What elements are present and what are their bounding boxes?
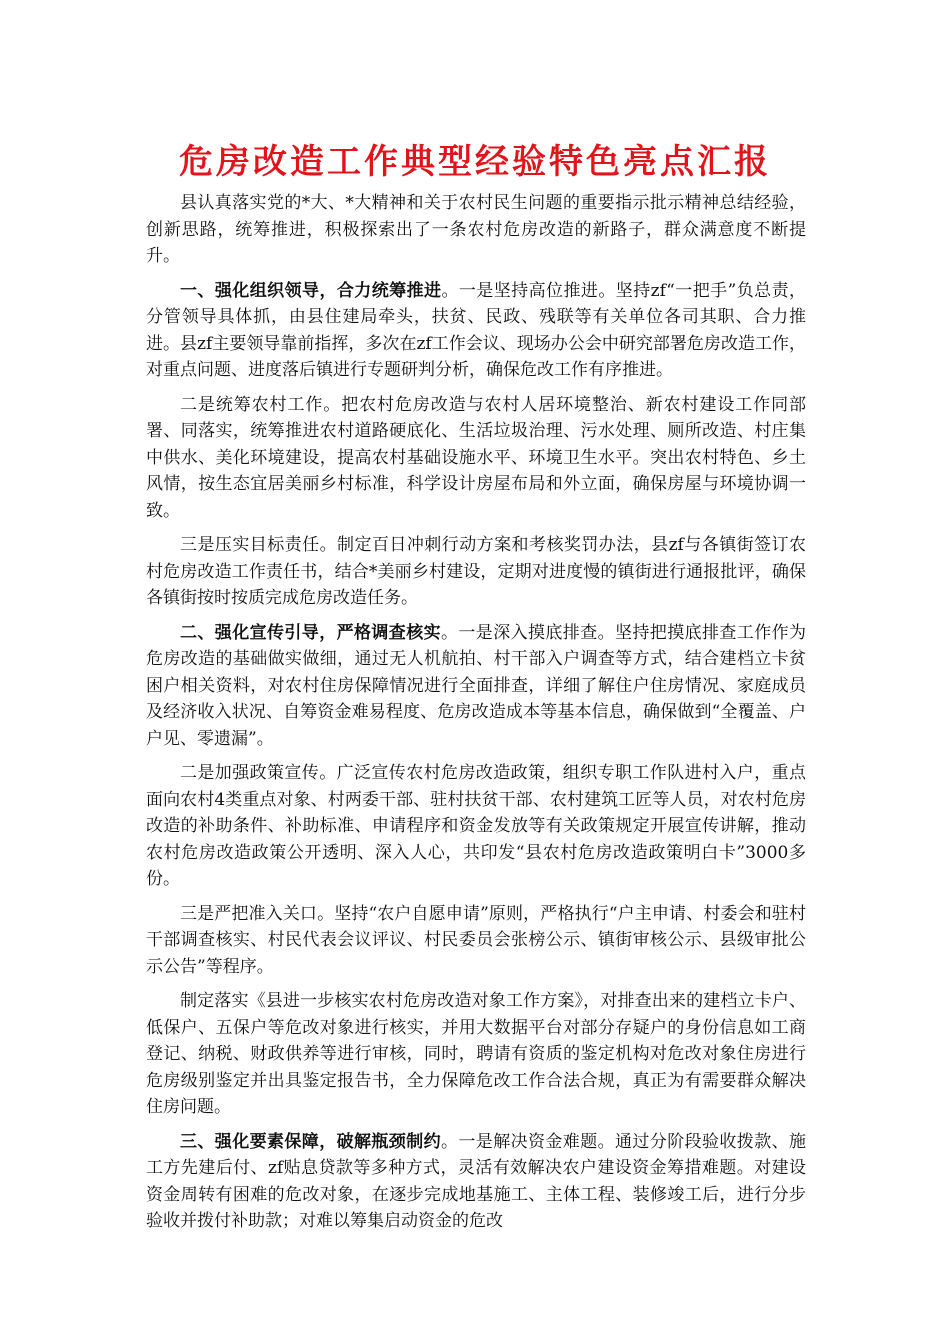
section-heading: 一、强化组织领导，合力统筹推进: [180, 280, 442, 301]
paragraph: [146, 901, 806, 981]
paragraph: [146, 392, 806, 525]
paragraph-text: 制定落实《县进一步核实农村危房改造对象工作方案》，对排查出来的建档立卡户、低保户、五保户等危改对象进行核实，并用大数据平台对部分存疑户的身份信息如工商登记、纳税、财政供养等进行审核，同时，聘请有资质的鉴定机构对危改对象住房进行危房级别鉴定并出具鉴定报告书，全力保障危改工作合法合规，真正为有需要群众解决住房问题。: [146, 991, 806, 1117]
section-heading: 二、强化宣传引导，严格调查核实: [180, 622, 441, 643]
paragraph: [146, 532, 806, 612]
document-title: 危房改造工作典型经验特色亮点汇报: [179, 142, 771, 182]
paragraph-text: 二是加强政策宣传。广泛宣传农村危房改造政策，组织专职工作队进村入户，重点面向农村4类重点对象、村两委干部、驻村扶贫干部、农村建筑工匠等人员，对农村危房改造的补助条件、补助标准、申请程序和资金发放等有关政策规定开展宣传讲解，推动农村危房改造政策公开透明、深入人心，共印发“县农村危房改造政策明白卡”3000多份。: [146, 763, 806, 889]
paragraph: [146, 190, 806, 270]
paragraph-text: 。一是深入摸底排查。坚持把摸底排查工作作为危房改造的基础做实做细，通过无人机航拍、村干部入户调查等方式，结合建档立卡贫困户相关资料，对农村住房保障情况进行全面排查，详细了解住户住房情况、家庭成员及经济收入状况、自筹资金难易程度、危房改造成本等基本信息，确保做到“全覆盖、户户见、零遗漏”。: [146, 622, 806, 749]
section-heading: 三、强化要素保障，破解瓶颈制约: [180, 1131, 441, 1152]
paragraph-text: 三是压实目标责任。制定百日冲刺行动方案和考核奖罚办法，县zf与各镇街签订农村危房改造工作责任书，结合*美丽乡村建设，定期对进度慢的镇街进行通报批评，确保各镇街按时按质完成危房改造任务。: [146, 535, 806, 608]
paragraph: [146, 620, 806, 753]
document-body: [146, 190, 806, 1243]
paragraph-text: 二是统筹农村工作。把农村危房改造与农村人居环境整治、新农村建设工作同部署、同落实，统筹推进农村道路硬底化、生活垃圾治理、污水处理、厕所改造、村庄集中供水、美化环境建设，提高农村基础设施水平、环境卫生水平。突出农村特色、乡土风情，按生态宜居美丽乡村标准，科学设计房屋布局和外立面，确保房屋与环境协调一致。: [146, 394, 806, 521]
paragraph-text: 县认真落实党的*大、*大精神和关于农村民生问题的重要指示批示精神总结经验，创新思路，统筹推进，积极探索出了一条农村危房改造的新路子，群众满意度不断提升。: [146, 193, 806, 266]
paragraph-text: 三是严把准入关口。坚持“农户自愿申请”原则，严格执行“户主申请、村委会和驻村干部调查核实、村民代表会议评议、村民委员会张榜公示、镇街审核公示、县级审批公示公告”等程序。: [146, 903, 806, 977]
paragraph-text: 。一是解决资金难题。通过分阶段验收拨款、施工方先建后付、zf贴息贷款等多种方式，灵活有效解决农户建设资金筹措难题。对建设资金周转有困难的危改对象，在逐步完成地基施工、主体工程、装修竣工后，进行分步验收并拨付补助款；对难以筹集启动资金的危改: [146, 1131, 806, 1231]
paragraph: [146, 760, 806, 893]
paragraph: [146, 278, 806, 384]
paragraph: [146, 988, 806, 1121]
paragraph: [146, 1129, 806, 1235]
paragraph-text: 。一是坚持高位推进。坚持zf“一把手”负总责，分管领导具体抓，由县住建局牵头，扶贫、民政、残联等有关单位各司其职、合力推进。县zf主要领导靠前指挥，多次在zf工作会议、现场办公会中研究部署危房改造工作，对重点问题、进度落后镇进行专题研判分析，确保危改工作有序推进。: [146, 280, 806, 380]
